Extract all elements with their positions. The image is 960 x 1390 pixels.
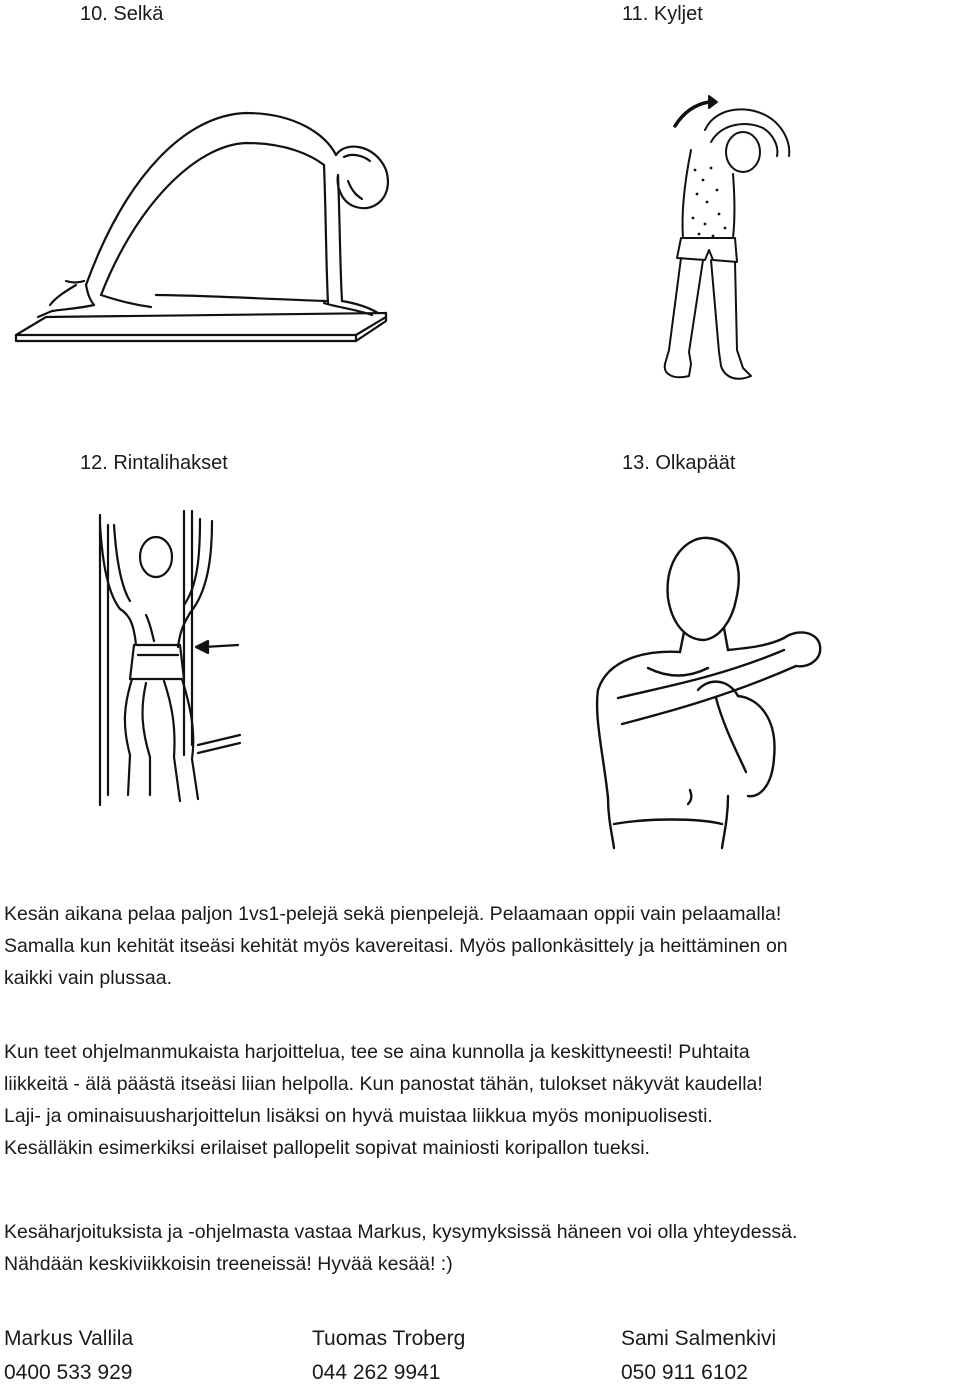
paragraph-summer-games bbox=[4, 898, 788, 994]
exercise-label-10: 10. Selkä bbox=[80, 3, 164, 25]
back-stretch-illustration bbox=[6, 95, 400, 355]
exercise-label-12: 12. Rintalihakset bbox=[80, 452, 228, 474]
contact-markus bbox=[4, 1322, 133, 1390]
paragraph-line: Kun teet ohjelmanmukaista harjoittelua, tee se aina kunnolla ja keskittyneesti! Puhtaita bbox=[4, 1041, 750, 1063]
paragraph-line: Kesälläkin esimerkiksi erilaiset pallopelit sopivat mainiosti koripallon tueksi. bbox=[4, 1137, 650, 1159]
paragraph-line: Kesäharjoituksista ja -ohjelmasta vastaa Markus, kysymyksissä häneen voi olla yhteydessä. bbox=[4, 1221, 798, 1243]
side-stretch-illustration bbox=[655, 90, 805, 390]
paragraph-line: liikkeitä - älä päästä itseäsi liian helpolla. Kun panostat tähän, tulokset näkyvät kaudella! bbox=[4, 1073, 763, 1095]
contact-name: Markus Vallila bbox=[4, 1327, 134, 1350]
paragraph-line: Samalla kun kehität itseäsi kehität myös kavereitasi. Myös pallonkäsittely ja heittäminen on bbox=[4, 935, 788, 957]
contact-name: Sami Salmenkivi bbox=[621, 1327, 777, 1350]
contact-phone: 050 911 6102 bbox=[621, 1361, 748, 1384]
paragraph-line: Laji- ja ominaisuusharjoittelun lisäksi on hyvä muistaa liikkua myös monipuolisesti. bbox=[4, 1105, 713, 1127]
contact-phone: 0400 533 929 bbox=[4, 1361, 133, 1384]
exercise-label-13: 13. Olkapäät bbox=[622, 452, 736, 474]
contact-tuomas bbox=[312, 1322, 465, 1390]
exercise-label-11: 11. Kyljet bbox=[622, 3, 703, 25]
paragraph-line: Kesän aikana pelaa paljon 1vs1-pelejä sekä pienpelejä. Pelaamaan oppii vain pelaamalla! bbox=[4, 903, 782, 925]
shoulder-stretch-illustration bbox=[588, 528, 828, 850]
paragraph-contact-info bbox=[4, 1216, 797, 1280]
contact-name: Tuomas Troberg bbox=[312, 1327, 466, 1350]
paragraph-line: kaikki vain plussaa. bbox=[4, 967, 172, 989]
paragraph-line: Nähdään keskiviikkoisin treeneissä! Hyvää kesää! :) bbox=[4, 1253, 453, 1275]
chest-stretch-illustration bbox=[80, 505, 250, 815]
contact-sami bbox=[621, 1322, 776, 1390]
paragraph-training-advice bbox=[4, 1036, 763, 1164]
contact-phone: 044 262 9941 bbox=[312, 1361, 441, 1384]
